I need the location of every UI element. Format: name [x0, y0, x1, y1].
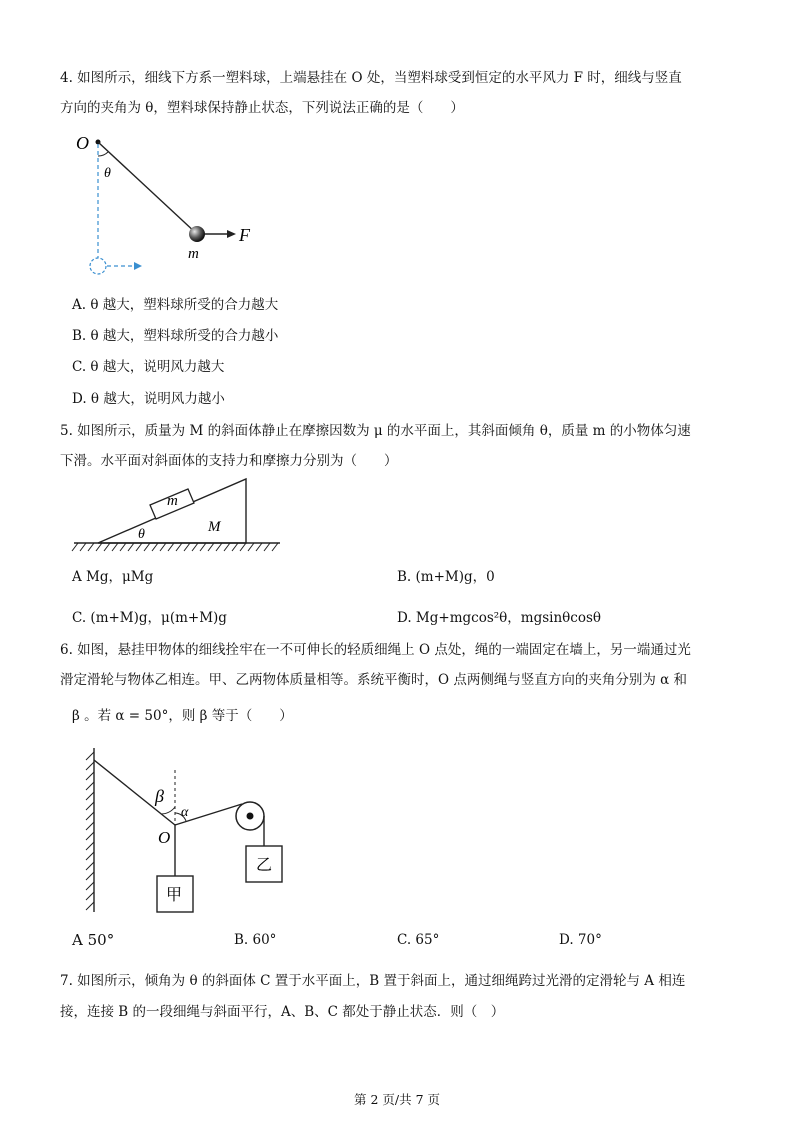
- label-o: O: [76, 133, 89, 153]
- label-f: F: [239, 225, 250, 245]
- q7-stem-line2: 接，连接 B 的一段细绳与斜面平行，A、B、C 都处于静止状态．则（ ）: [60, 1004, 505, 1020]
- label-M: M: [208, 519, 221, 535]
- q5-option-a: A Mg，μMg: [72, 569, 154, 585]
- q6-stem-line3: β 。若 α = 50°，则 β 等于（ ）: [72, 708, 293, 724]
- wall-hatching: [86, 752, 94, 910]
- q5-incline-figure: [70, 475, 290, 555]
- pulley-axle: [247, 813, 254, 820]
- q5-stem-line1: 5. 如图所示，质量为 M 的斜面体静止在摩擦因数为 μ 的水平面上，其斜面倾角 θ，质量 m 的小物体匀速: [60, 423, 691, 439]
- ground-hatching: [72, 543, 278, 551]
- theta-arc: [98, 152, 108, 156]
- q6-option-a: A 50°: [72, 931, 115, 949]
- q4-option-b: B. θ 越大，塑料球所受的合力越小: [72, 328, 279, 344]
- label-jia: 甲: [166, 887, 183, 904]
- q6-option-c: C. 65°: [397, 932, 440, 948]
- dashed-arrowhead: [134, 262, 142, 270]
- label-m-small: m: [167, 493, 178, 509]
- q4-option-a: A. θ 越大，塑料球所受的合力越大: [72, 297, 279, 313]
- label-o: O: [158, 828, 171, 847]
- q5-option-d: D. Mg+mgcos²θ，mgsinθcosθ: [397, 610, 602, 626]
- page-footer: 第 2 页/共 7 页: [353, 1092, 440, 1107]
- q5-stem-line2: 下滑。水平面对斜面体的支持力和摩擦力分别为（ ）: [60, 453, 398, 469]
- label-m: m: [188, 246, 199, 262]
- q6-option-d: D. 70°: [559, 932, 602, 948]
- q7-stem-line1: 7. 如图所示，倾角为 θ 的斜面体 C 置于水平面上，B 置于斜面上，通过细绳跨过光滑的定滑轮与 A 相连: [60, 973, 686, 989]
- plastic-ball: [189, 226, 205, 242]
- q4-stem-line1: 4. 如图所示，细线下方系一塑料球，上端悬挂在 O 处，当塑料球受到恒定的水平风力 F 时，细线与竖直: [60, 70, 682, 86]
- q4-pendulum-figure: [70, 130, 270, 280]
- dashed-ball-outline: [90, 258, 106, 274]
- q5-option-b: B. (m+M)g，0: [397, 569, 495, 585]
- beta-arc: [161, 807, 175, 814]
- label-beta: β: [155, 786, 164, 806]
- label-alpha: α: [181, 805, 189, 820]
- label-theta: θ: [138, 527, 145, 542]
- q6-option-b: B. 60°: [234, 932, 277, 948]
- q6-stem-line2: 滑定滑轮与物体乙相连。甲、乙两物体质量相等。系统平衡时，O 点两侧绳与竖直方向的夹角分别为 α 和: [60, 672, 688, 688]
- q6-stem-line1: 6. 如图，悬挂甲物体的细线拴牢在一不可伸长的轻质细绳上 O 点处，绳的一端固定在墙上，另一端通过光: [60, 642, 691, 658]
- q4-stem-line2: 方向的夹角为 θ，塑料球保持静止状态，下列说法正确的是（ ）: [60, 100, 464, 116]
- force-arrowhead: [227, 230, 236, 238]
- label-yi: 乙: [256, 857, 273, 874]
- label-theta: θ: [104, 166, 111, 181]
- q4-option-c: C. θ 越大，说明风力越大: [72, 359, 225, 375]
- q5-option-c: C. (m+M)g，μ(m+M)g: [72, 610, 227, 626]
- string-line: [98, 142, 197, 234]
- q6-pulley-figure: [70, 742, 300, 922]
- q4-option-d: D. θ 越大，说明风力越小: [72, 391, 225, 407]
